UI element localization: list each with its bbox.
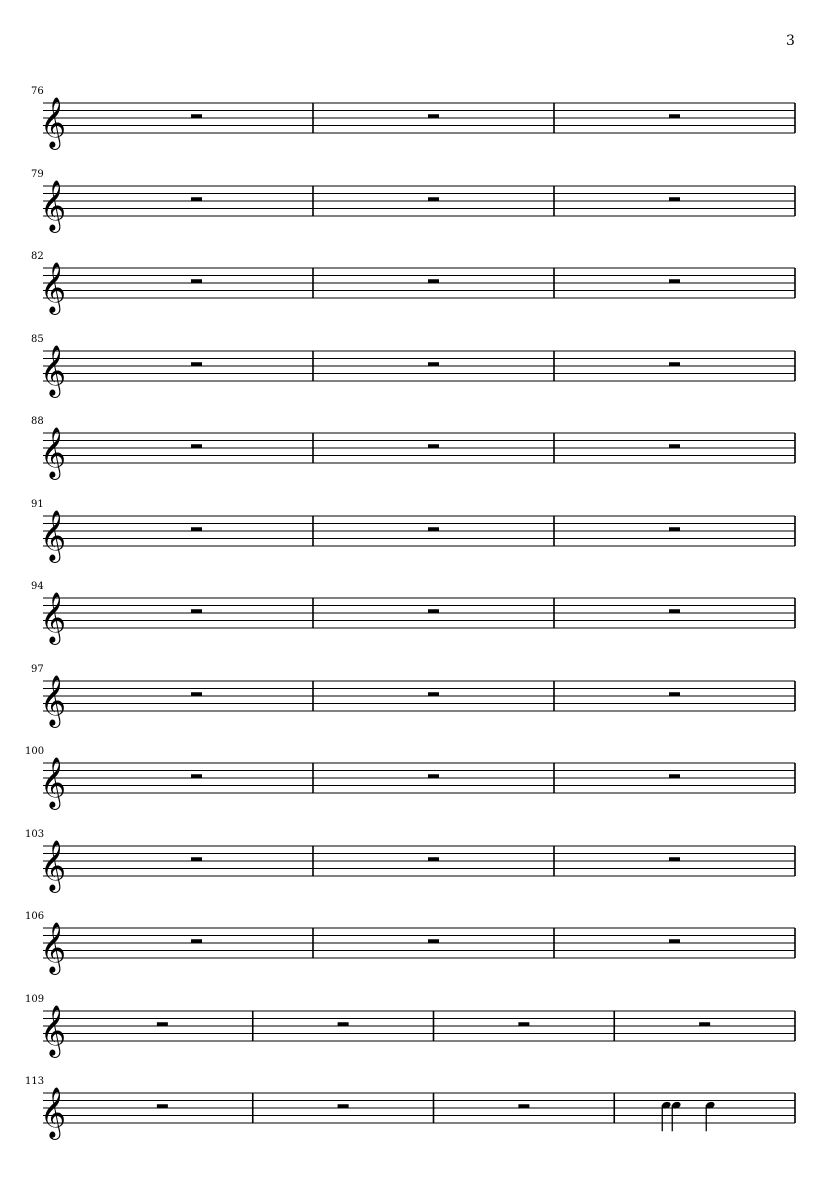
staff-system <box>0 416 835 505</box>
whole-rest <box>191 857 202 861</box>
staff-system <box>0 911 835 1000</box>
staff-system <box>0 746 835 835</box>
treble-clef-icon: 𝄞 <box>40 262 67 313</box>
whole-rest <box>428 692 439 696</box>
whole-rest <box>669 609 680 613</box>
whole-rest <box>428 609 439 613</box>
whole-rest <box>428 279 439 283</box>
staff <box>0 918 835 998</box>
whole-rest <box>191 197 202 201</box>
measure-number: 76 <box>31 86 44 97</box>
staff <box>0 423 835 503</box>
staff <box>0 753 835 833</box>
measure-number: 85 <box>31 333 44 345</box>
whole-rest <box>428 444 439 448</box>
whole-rest <box>669 527 680 531</box>
measure-number: 100 <box>25 746 45 757</box>
staff-system <box>0 86 835 175</box>
whole-rest <box>191 692 202 696</box>
treble-clef-icon: 𝄞 <box>40 179 67 231</box>
staff-system <box>0 581 835 670</box>
staff <box>0 341 835 421</box>
whole-rest <box>669 197 680 201</box>
treble-clef-icon: 𝄞 <box>40 97 67 148</box>
treble-clef-icon: 𝄞 <box>40 839 67 891</box>
staff <box>0 258 835 338</box>
whole-rest <box>428 939 439 943</box>
whole-rest <box>669 444 680 448</box>
whole-rest <box>428 197 439 201</box>
whole-rest <box>191 362 202 366</box>
page-number: 3 <box>786 33 795 49</box>
staff-system <box>0 1076 835 1165</box>
measure-number: 91 <box>31 498 44 510</box>
treble-clef-icon: 𝄞 <box>40 592 67 643</box>
measure-number: 82 <box>31 251 44 262</box>
whole-rest <box>191 444 202 448</box>
staff <box>0 93 835 173</box>
treble-clef-icon: 𝄞 <box>40 922 67 973</box>
staff-system <box>0 663 835 753</box>
treble-clef-icon: 𝄞 <box>40 427 67 478</box>
whole-rest <box>518 1022 529 1026</box>
measure-number: 103 <box>25 828 45 840</box>
measure-number: 109 <box>25 993 45 1005</box>
treble-clef-icon: 𝄞 <box>40 344 67 396</box>
measure-number: 113 <box>25 1076 45 1087</box>
staff-system <box>0 168 835 258</box>
treble-clef-icon: 𝄞 <box>40 509 67 561</box>
whole-rest <box>669 692 680 696</box>
staff-system <box>0 251 835 340</box>
whole-rest <box>428 362 439 366</box>
whole-rest <box>191 279 202 283</box>
treble-clef-icon: 𝄞 <box>40 757 67 808</box>
measure-number: 97 <box>31 663 44 675</box>
staff <box>0 836 835 916</box>
treble-clef-icon: 𝄞 <box>40 1087 67 1138</box>
staff-system <box>0 498 835 588</box>
whole-rest <box>669 939 680 943</box>
staff <box>0 1083 835 1163</box>
treble-clef-icon: 𝄞 <box>40 1004 67 1056</box>
whole-rest <box>191 609 202 613</box>
whole-rest <box>428 857 439 861</box>
whole-rest <box>669 362 680 366</box>
whole-rest <box>157 1104 168 1108</box>
staff <box>0 176 835 256</box>
whole-rest <box>338 1104 349 1108</box>
whole-rest <box>191 939 202 943</box>
whole-rest <box>518 1104 529 1108</box>
whole-rest <box>669 774 680 778</box>
staff-system <box>0 993 835 1083</box>
staff <box>0 506 835 586</box>
whole-rest <box>191 527 202 531</box>
staff-system <box>0 333 835 423</box>
staff <box>0 588 835 668</box>
whole-rest <box>669 857 680 861</box>
whole-rest <box>669 279 680 283</box>
whole-rest <box>157 1022 168 1026</box>
whole-rest <box>669 114 680 118</box>
whole-rest <box>428 114 439 118</box>
measure-number: 88 <box>31 416 44 427</box>
whole-rest <box>338 1022 349 1026</box>
whole-rest <box>699 1022 710 1026</box>
staff <box>0 671 835 751</box>
staff <box>0 1001 835 1081</box>
measure-number: 94 <box>31 581 44 592</box>
whole-rest <box>428 774 439 778</box>
whole-rest <box>191 114 202 118</box>
staff-system <box>0 828 835 918</box>
measure-number: 79 <box>31 168 44 180</box>
treble-clef-icon: 𝄞 <box>40 674 67 726</box>
measure-number: 106 <box>25 911 45 922</box>
whole-rest <box>428 527 439 531</box>
whole-rest <box>191 774 202 778</box>
